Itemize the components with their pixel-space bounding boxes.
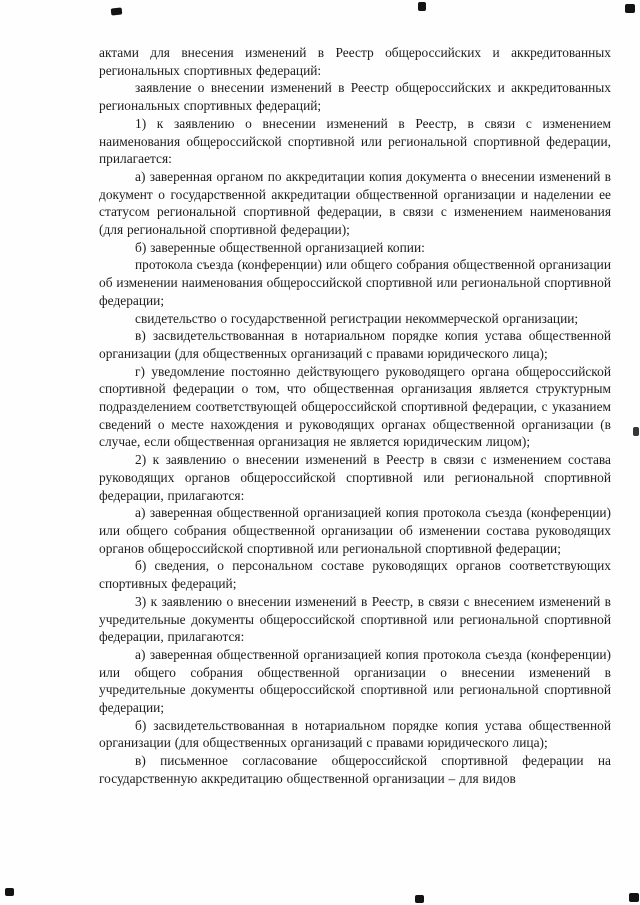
document-text [99,44,611,788]
scan-mark-bottom-right [629,893,639,902]
para-continuation: актами для внесения изменений в Реестр общероссийских и аккредитованных региональных спортивных федераций: [99,45,611,78]
para-point-1: 1) к заявлению о внесении изменений в Реестр, в связи с изменением наименования общероссийской спортивной или региональной спортивной федерации, прилагается: [99,115,611,167]
scan-mark-top-center [418,2,426,11]
scan-mark-bottom-left [5,888,14,896]
para-point-1b-certificate: свидетельство о государственной регистрации некоммерческой организации; [135,310,579,326]
para-point-1b: б) заверенные общественной организацией копии: [135,239,425,255]
para-point-2: 2) к заявлению о внесении изменений в Реестр в связи с изменением состава руководящих органов общероссийской спортивной или региональной спортивной федерации, прилагаются: [99,452,611,503]
scan-mark-bottom-center [415,895,424,903]
para-point-3b: б) засвидетельствованная в нотариальном порядке копия устава общественной организации (для общественных организаций с правами юридического лица); [99,717,611,751]
para-point-1g: г) уведомление постоянно действующего руководящего органа общероссийской спортивной федерации о том, что общественная организация является структурным подразделением соответствующей общероссийской спортивной федерации, с указанием сведений о месте нахождения и руководящих органах общественной организации (в случае, если общественная организация не является юридическим лицом); [99,363,611,450]
para-point-3: 3) к заявлению о внесении изменений в Реестр, в связи с внесением изменений в учредительные документы общероссийской спортивной или региональной спортивной федерации, прилагаются: [99,593,611,645]
scan-mark-top-left [111,7,123,15]
scan-mark-right-middle [633,427,639,436]
para-application: заявление о внесении изменений в Реестр общероссийских и аккредитованных региональных спортивных федераций; [99,80,611,114]
para-point-3v: в) письменное согласование общероссийской спортивной федерации на государственную аккредитацию общественной организации – для видов [99,753,611,786]
para-point-1a: а) заверенная органом по аккредитации копия документа о внесении изменений в документ о государственной аккредитации общественной организации и наделении ее статусом региональной спортивной федерации, в связи с изменением наименования (для региональной спортивной федерации); [99,168,611,238]
para-point-1b-protocol: протокола съезда (конференции) или общего собрания общественной организации об изменении наименования общероссийской спортивной или региональной спортивной федерации; [99,257,611,308]
para-point-2b: б) сведения, о персональном составе руководящих органов соответствующих спортивных федераций; [99,558,611,592]
para-point-3a: а) заверенная общественной организацией копия протокола съезда (конференции) или общего собрания общественной организации о внесении изменений в учредительные документы общероссийской спортивной или региональной спортивной федерации; [99,646,611,716]
para-point-1v: в) засвидетельствованная в нотариальном порядке копия устава общественной организации (для общественных организаций с правами юридического лица); [99,328,611,361]
scan-mark-top-right [625,4,635,13]
para-point-2a: а) заверенная общественной организацией копия протокола съезда (конференции) или общего собрания общественной организации об изменении состава руководящих органов общероссийской спортивной или региональной спортивной федерации; [99,505,611,556]
